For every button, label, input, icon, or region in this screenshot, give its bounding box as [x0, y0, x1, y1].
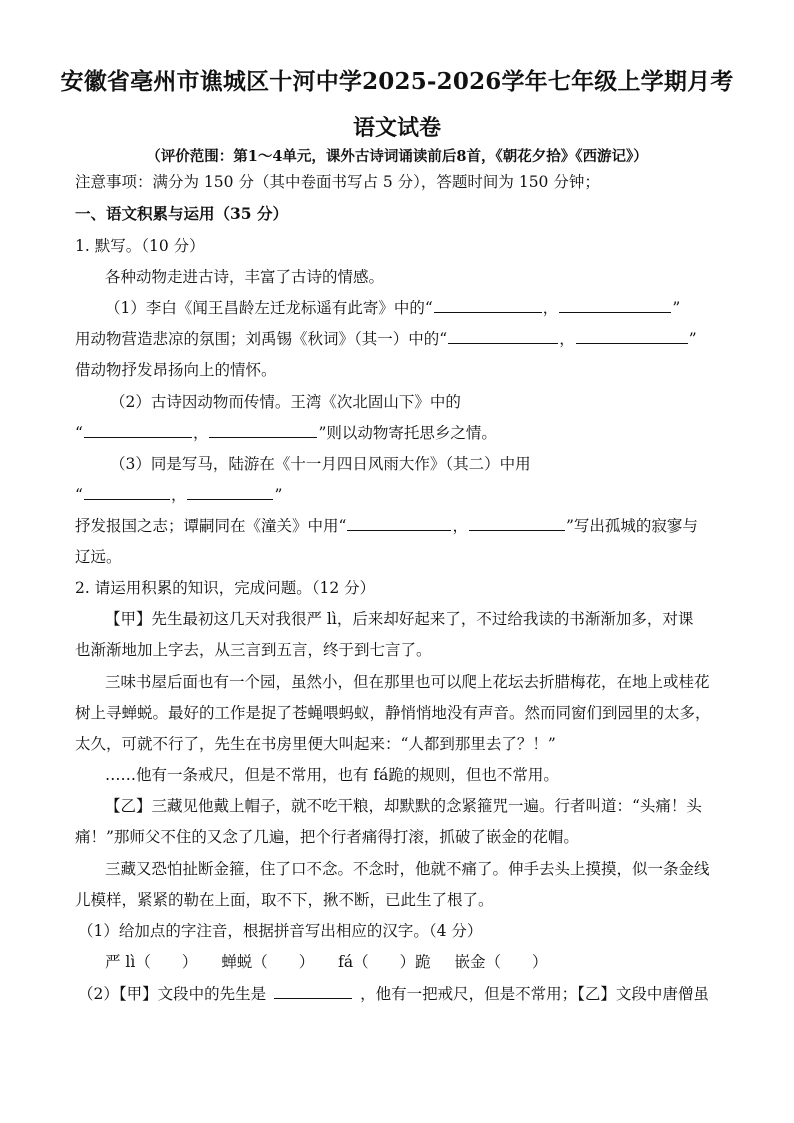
q1-part3-blanks [75, 485, 282, 505]
passage-jia-line: 三味书屋后面也有一个园，虽然小，但在那里也可以爬上花坛去折腊梅花，在地上或桂花 [105, 673, 710, 691]
comma: ， [542, 299, 559, 317]
answer-blank[interactable] [434, 298, 542, 313]
subquestion-1: （1）给加点的字注音，根据拼音写出相应的汉字。（4 分） [78, 922, 483, 940]
comma: ， [192, 424, 209, 442]
pinyin-item[interactable]: 嵌金（ ） [454, 953, 548, 971]
exam-subtitle: 语文试卷 [352, 115, 441, 141]
answer-blank[interactable] [559, 298, 671, 313]
subquestion-2-text: （2）【甲】文段中的先生是 [78, 985, 267, 1003]
answer-blank[interactable] [469, 516, 565, 531]
question-1-intro: 各种动物走进古诗，丰富了古诗的情感。 [105, 268, 385, 286]
q1-part3d: 辽远。 [75, 548, 122, 566]
open-quote: “ [75, 424, 83, 442]
comma: ， [452, 517, 468, 535]
q1-part2b-text: ”则以动物寄托思乡之情。 [318, 424, 497, 442]
question-1-stem: 1. 默写。（10 分） [75, 237, 205, 255]
passage-yi-line: 痛！”那师父不住的又念了几遍，把个行者痛得打滚，抓破了嵌金的花帽。 [75, 828, 579, 846]
pinyin-item[interactable]: 严 lì（ ） [105, 953, 198, 971]
comma: ， [170, 486, 187, 504]
answer-blank[interactable] [274, 984, 352, 999]
open-quote: “ [75, 486, 83, 504]
exam-title: 安徽省亳州市谯城区十河中学2025-2026学年七年级上学期月考 [60, 68, 734, 95]
q1-part3b-text: 抒发报国之志；谭嗣同在《潼关》中用“ [75, 517, 347, 535]
passage-jia-line: 也渐渐地加上字去，从三言到五言，终于到七言了。 [75, 641, 432, 659]
q1-part1c: 借动物抒发昂扬向上的情怀。 [75, 361, 277, 379]
q1-part3b-line [75, 516, 698, 536]
answer-blank[interactable] [84, 485, 170, 500]
close-quote: ” [672, 299, 681, 317]
close-quote: ” [274, 486, 283, 504]
comma: ， [559, 330, 575, 348]
subquestion-2-line [78, 984, 709, 1004]
q1-part3a: （3）同是写马，陆游在《十一月四日风雨大作》（其二）中用 [110, 455, 531, 473]
q1-part1-line [105, 298, 680, 318]
answer-blank[interactable] [448, 329, 558, 344]
q1-part3c-text: ”写出孤城的寂寥与 [565, 517, 698, 535]
subquestion-2-text-cont: ，他有一把戒尺，但是不常用；【乙】文段中唐僧虽 [360, 985, 709, 1003]
answer-blank[interactable] [347, 516, 451, 531]
passage-yi-line: 三藏又恐怕扯断金箍，住了口不念。不念时，他就不痛了。伸手去头上摸摸，似一条金线 [105, 860, 710, 878]
answer-blank[interactable] [84, 423, 192, 438]
q1-part1-text: （1）李白《闻王昌龄左迁龙标遥有此寄》中的“ [105, 299, 433, 317]
passage-yi-line: 【乙】三藏见他戴上帽子，就不吃干粮，却默默的念紧箍咒一遍。行者叫道：“头痛！头 [105, 797, 702, 815]
passage-jia-line: 【甲】先生最初这几天对我很严 lì，后来却好起来了，不过给我读的书渐渐加多，对课 [105, 610, 694, 628]
q1-part1b-line [75, 329, 697, 349]
answer-blank[interactable] [576, 329, 688, 344]
passage-jia-line: ……他有一条戒尺，但是不常用，也有 fá跪的规则，但也不常用。 [105, 766, 559, 784]
q1-part2-line [75, 423, 497, 443]
pinyin-item[interactable]: fá（ ）跪 [338, 953, 431, 971]
q1-part1b-text: 用动物营造悲凉的氛围；刘禹锡《秋词》（其一）中的“ [75, 330, 448, 348]
pinyin-items [105, 952, 547, 972]
passage-jia-line: 树上寻蝉蜕。最好的工作是捉了苍蝇喂蚂蚁，静悄悄地没有声音。然而同窗们到园里的太多， [75, 704, 711, 722]
q1-part2a: （2）古诗因动物而传情。王湾《次北固山下》中的 [110, 393, 461, 411]
close-quote: ” [688, 330, 697, 348]
passage-yi-line: 儿模样，紧紧的勒在上面，取不下，揪不断，已此生了根了。 [75, 891, 494, 909]
pinyin-item[interactable]: 蝉蜕（ ） [221, 953, 315, 971]
question-2-stem: 2. 请运用积累的知识，完成问题。（12 分） [75, 579, 376, 597]
answer-blank[interactable] [187, 485, 273, 500]
section-heading: 一、语文积累与运用（35 分） [75, 204, 288, 223]
evaluation-scope: （评价范围：第1～4单元，课外古诗词诵读前后8首，《朝花夕拾》《西游记》） [146, 148, 648, 165]
notice-line: 注意事项：满分为 150 分（其中卷面书写占 5 分），答题时间为 150 分钟； [75, 173, 600, 191]
passage-jia-line: 太久，可就不行了，先生在书房里便大叫起来：“人都到那里去了？！” [75, 735, 556, 753]
answer-blank[interactable] [209, 423, 317, 438]
